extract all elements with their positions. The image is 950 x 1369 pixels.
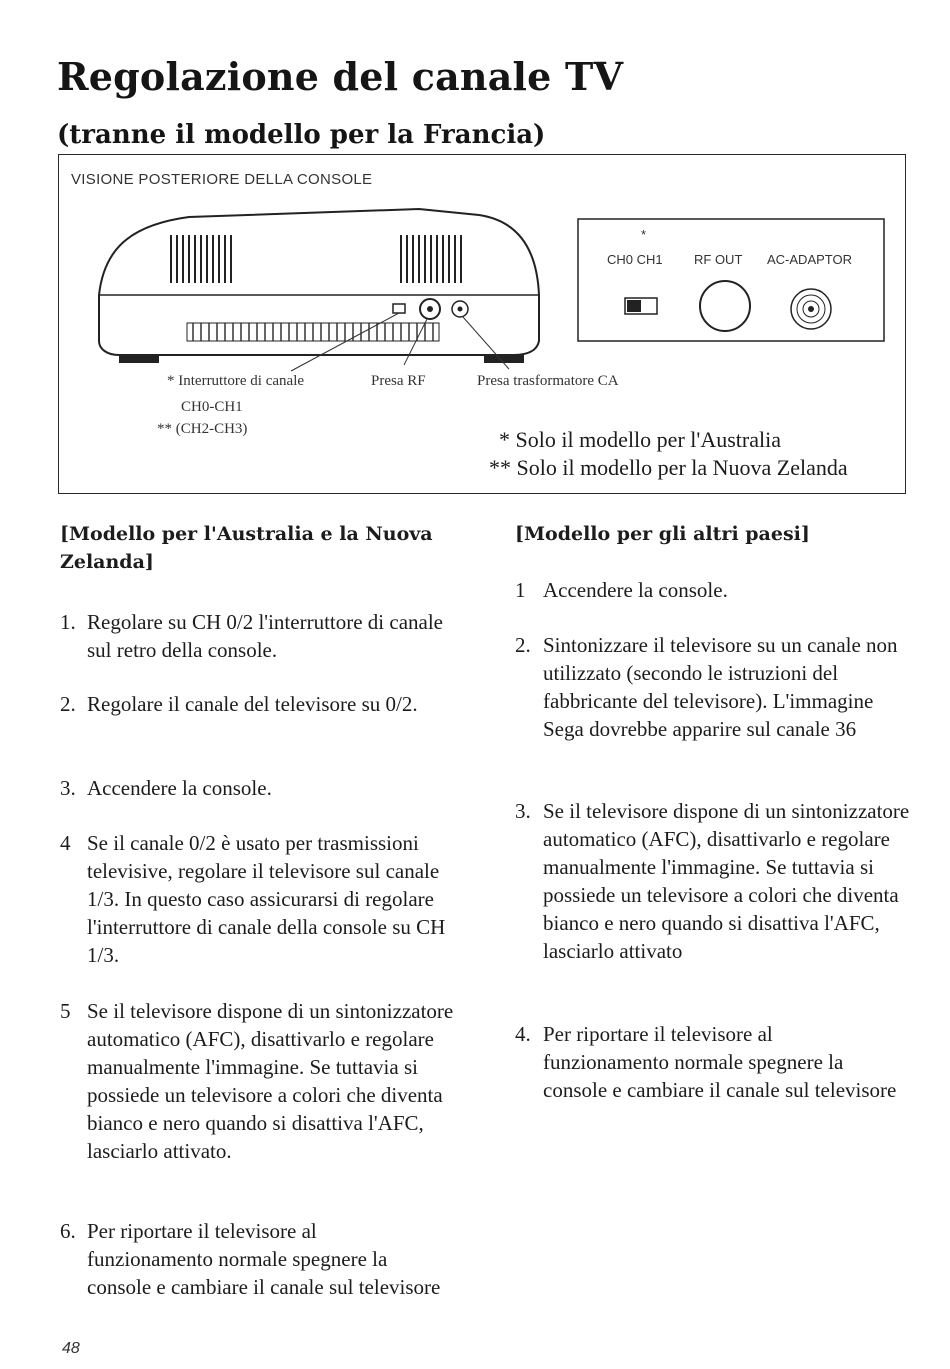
rear-view-figure (58, 154, 906, 494)
list-item: 2. Regolare il canale del televisore su 0/2. (60, 692, 418, 716)
list-item: 5 Se il televisore dispone di un sintonizzatore automatico (AFC), disattivarlo e regolare manualmente l'immagine. Se tuttavia si possiede un televisore a colori che diventa bianco e nero quando si disattiva l'AFC, lasciarlo attivato. (60, 999, 454, 1163)
rf-jack-label: Presa RF (371, 373, 426, 389)
page-title: Regolazione del canale TV (57, 54, 624, 99)
list-item: 6. Per riportare il televisore al funzionamento normale spegnere la console e cambiare il canale sul televisore (60, 1219, 441, 1299)
figure-caption: VISIONE POSTERIORE DELLA CONSOLE (71, 171, 373, 188)
panel-ch-label: CH0 CH1 (607, 252, 663, 267)
switch-label-line1: * Interruttore di canale (167, 373, 305, 389)
page-number: 48 (62, 1340, 80, 1357)
left-column (60, 520, 460, 1299)
list-item: 4 Se il canale 0/2 è usato per trasmissioni televisive, regolare il televisore sul canale 1/3. In questo caso assicurarsi di regolare l'interruttore di canale della console su CH 1/3. (60, 831, 446, 967)
note-australia: * Solo il modello per l'Australia (499, 427, 781, 452)
right-column-heading: [Modello per gli altri paesi] (515, 523, 810, 545)
list-item: 4. Per riportare il televisore al funzionamento normale spegnere la console e cambiare il canale sul televisore (515, 1022, 897, 1102)
page-subtitle: (tranne il modello per la Francia) (57, 120, 546, 150)
right-column (515, 520, 915, 1102)
switch-label-line3: ** (CH2-CH3) (157, 421, 248, 437)
list-item: 2. Sintonizzare il televisore su un canale non utilizzato (secondo le istruzioni del fabbricante del televisore). L'immagine Sega dovrebbe apparire sul canale 36 (515, 633, 898, 741)
panel-ac-label: AC-ADAPTOR (767, 252, 852, 267)
list-item: 3. Se il televisore dispone di un sintonizzatore automatico (AFC), disattivarlo e regolare manualmente l'immagine. Se tuttavia si possiede un televisore a colori che diventa bianco e nero quando si disattiva l'AFC, lasciarlo attivato (515, 799, 910, 963)
panel-rf-label: RF OUT (694, 252, 743, 267)
note-new-zealand: ** Solo il modello per la Nuova Zelanda (489, 455, 848, 480)
panel-asterisk: * (641, 227, 647, 242)
switch-label-line2: CH0-CH1 (181, 399, 243, 415)
list-item: 1 Accendere la console. (515, 578, 728, 602)
ac-jack-label: Presa trasformatore CA (477, 373, 619, 389)
list-item: 1. Regolare su CH 0/2 l'interruttore di canale sul retro della console. (60, 610, 444, 662)
list-item: 3. Accendere la console. (60, 776, 272, 800)
left-column-heading: [Modello per l'Australia e la Nuova Zelanda] (60, 523, 433, 573)
